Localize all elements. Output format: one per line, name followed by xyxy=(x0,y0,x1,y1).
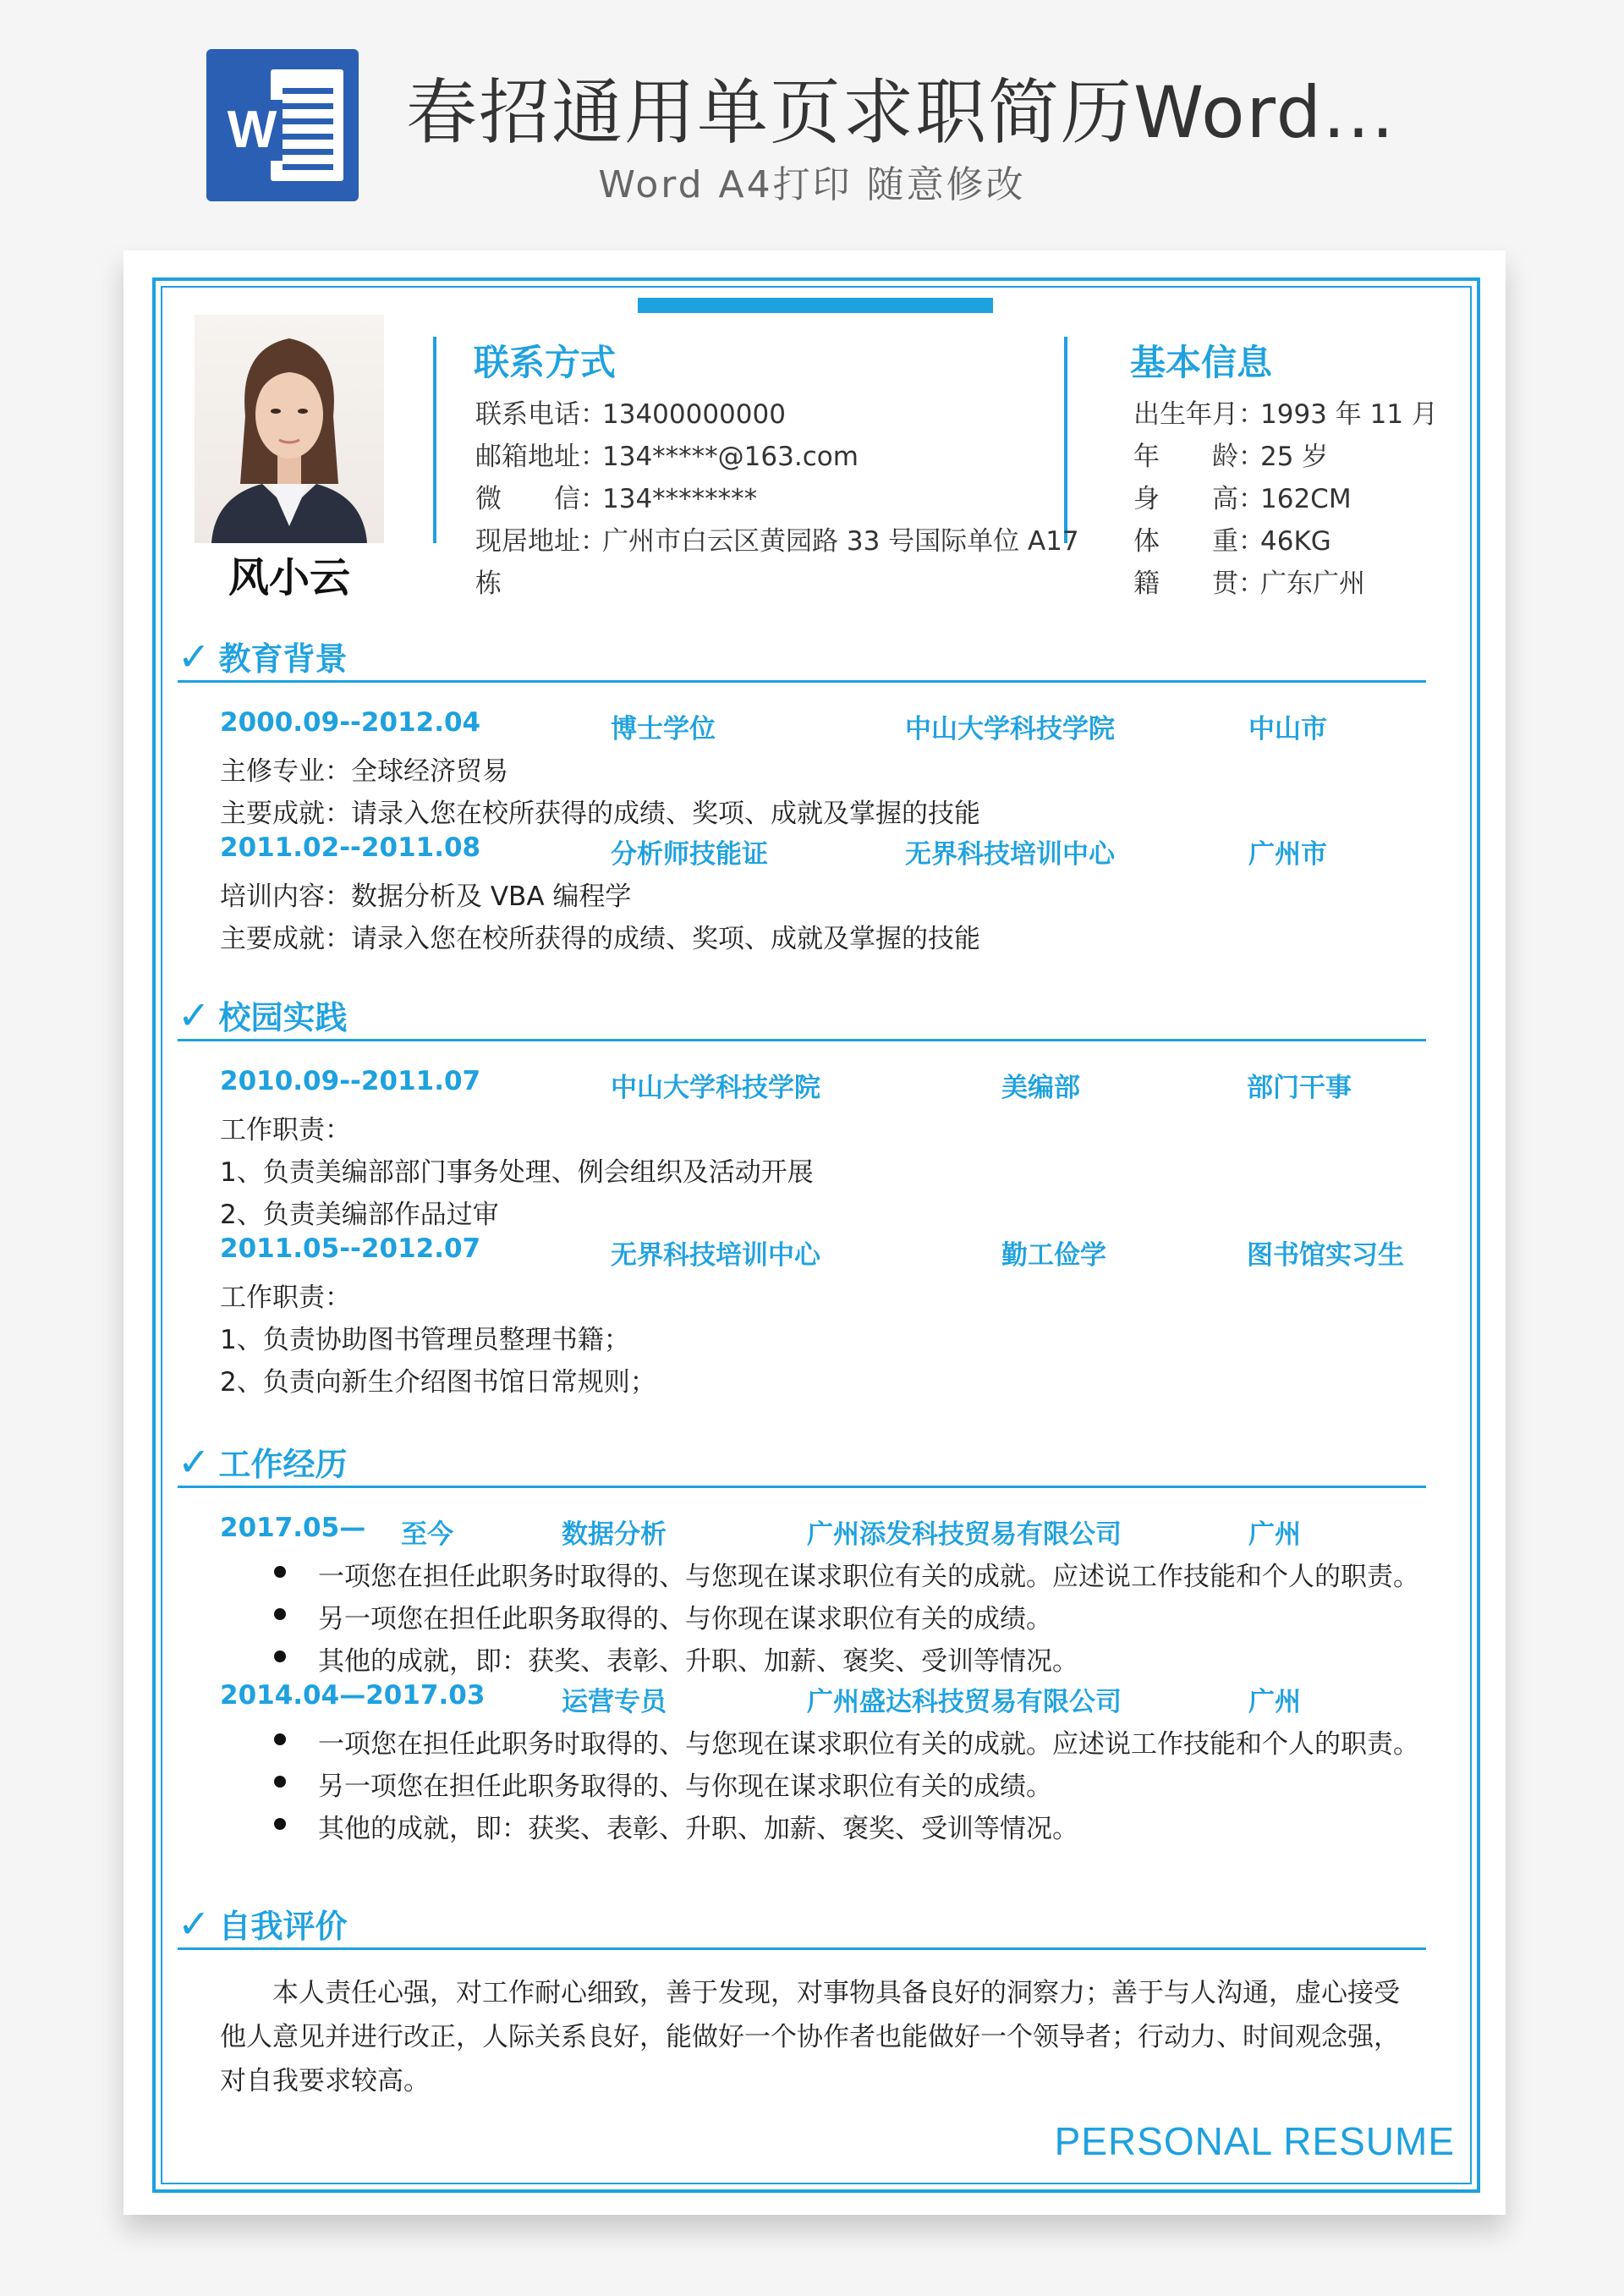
check-icon: ✓ xyxy=(178,992,211,1038)
campus-1-duty-1: 1、负责美编部部门事务处理、例会组织及活动开展 xyxy=(220,1157,814,1188)
work-1-city: 广州 xyxy=(1248,1519,1301,1550)
campus-2-org: 无界科技培训中心 xyxy=(611,1240,820,1271)
check-icon: ✓ xyxy=(178,1439,211,1485)
work-1-position: 数据分析 xyxy=(562,1519,667,1550)
edu-2-achieve: 主要成就：请录入您在校所获得的成绩、奖项、成就及掌握的技能 xyxy=(220,924,980,954)
edu-1-school: 中山大学科技学院 xyxy=(905,714,1115,744)
self-title: ✓ 自我评价 xyxy=(178,1901,348,1947)
work-1-bullet-2: 另一项您在担任此职务取得的、与你现在谋求职位有关的成绩。 xyxy=(318,1597,1052,1635)
edu-2-city: 广州市 xyxy=(1248,839,1327,870)
profile-photo xyxy=(195,315,384,543)
edu-1-date: 2000.09--2012.04 xyxy=(220,707,481,738)
contact-address: 现居地址：广州市白云区黄园路 33 号国际单位 A17 xyxy=(475,526,1079,557)
campus-2-date: 2011.05--2012.07 xyxy=(220,1233,481,1264)
contact-address-cont: 栋 xyxy=(475,569,502,599)
work-1-bullet-3: 其他的成就，即：获奖、表彰、升职、加薪、褒奖、受训等情况。 xyxy=(318,1640,1078,1678)
edu-1-major: 主修专业：全球经济贸易 xyxy=(220,756,508,787)
self-line xyxy=(178,1947,1426,1950)
education-line xyxy=(178,680,1426,683)
template-title: 春招通用单页求职简历Word... xyxy=(406,71,1396,154)
work-2-company: 广州盛达科技贸易有限公司 xyxy=(807,1687,1122,1717)
campus-2-dept: 勤工俭学 xyxy=(1001,1240,1106,1271)
check-icon: ✓ xyxy=(178,1901,211,1947)
edu-2-date: 2011.02--2011.08 xyxy=(220,832,481,863)
basic-native: 籍 贯：广东广州 xyxy=(1133,569,1365,599)
campus-2-duty-1: 1、负责协助图书管理员整理书籍； xyxy=(220,1325,630,1355)
campus-2-duty-2: 2、负责向新生介绍图书馆日常规则； xyxy=(220,1367,656,1398)
basic-weight: 体 重：46KG xyxy=(1133,526,1331,557)
edu-1-degree: 博士学位 xyxy=(611,714,716,744)
template-subtitle: Word A4打印 随意修改 xyxy=(598,163,1026,206)
basic-height: 身 高：162CM xyxy=(1133,484,1352,514)
campus-title: ✓ 校园实践 xyxy=(178,992,348,1038)
edu-2-school: 无界科技培训中心 xyxy=(905,839,1115,870)
work-2-city: 广州 xyxy=(1248,1687,1301,1717)
campus-2-duty-label: 工作职责： xyxy=(220,1283,351,1313)
basic-info-title: 基本信息 xyxy=(1130,342,1273,383)
campus-1-role: 部门干事 xyxy=(1247,1073,1352,1103)
edu-1-city: 中山市 xyxy=(1248,714,1327,744)
work-2-date: 2014.04—2017.03 xyxy=(220,1680,486,1711)
personal-resume-label: PERSONAL RESUME xyxy=(1054,2119,1455,2163)
page-header xyxy=(0,0,1624,228)
work-2-bullet-2: 另一项您在担任此职务取得的、与你现在谋求职位有关的成绩。 xyxy=(318,1765,1052,1803)
check-icon: ✓ xyxy=(178,634,211,679)
top-accent-bar xyxy=(638,298,993,313)
work-1-date: 2017.05— xyxy=(220,1513,366,1543)
campus-2-role: 图书馆实习生 xyxy=(1247,1240,1404,1271)
work-2-bullet-1: 一项您在担任此职务时取得的、与您现在谋求职位有关的成就。应述说工作技能和个人的职责。 xyxy=(318,1722,1419,1760)
work-2-bullet-3: 其他的成就，即：获奖、表彰、升职、加薪、褒奖、受训等情况。 xyxy=(318,1807,1078,1845)
campus-1-duty-2: 2、负责美编部作品过审 xyxy=(220,1200,499,1230)
campus-1-dept: 美编部 xyxy=(1001,1073,1080,1103)
divider-left xyxy=(433,337,436,543)
edu-2-degree: 分析师技能证 xyxy=(611,839,768,870)
basic-birth: 出生年月：1993 年 11 月 xyxy=(1133,399,1438,430)
work-title: ✓ 工作经历 xyxy=(178,1439,348,1485)
contact-phone: 联系电话：13400000000 xyxy=(475,399,786,430)
work-1-bullet-1: 一项您在担任此职务时取得的、与您现在谋求职位有关的成就。应述说工作技能和个人的职责。 xyxy=(318,1555,1419,1593)
basic-age: 年 龄：25 岁 xyxy=(1133,442,1329,472)
campus-1-date: 2010.09--2011.07 xyxy=(220,1066,481,1096)
edu-1-achieve: 主要成就：请录入您在校所获得的成绩、奖项、成就及掌握的技能 xyxy=(220,799,980,829)
contact-email: 邮箱地址：134*****@163.com xyxy=(475,442,859,472)
word-letter: W xyxy=(222,100,283,161)
resume-page xyxy=(123,250,1506,2215)
work-1-to: 至今 xyxy=(401,1519,453,1550)
work-1-company: 广州添发科技贸易有限公司 xyxy=(807,1519,1122,1550)
contact-title: 联系方式 xyxy=(474,342,617,383)
work-2-position: 运营专员 xyxy=(562,1687,667,1717)
campus-1-duty-label: 工作职责： xyxy=(220,1115,351,1145)
contact-wechat: 微 信：134******** xyxy=(475,484,758,514)
edu-2-content: 培训内容：数据分析及 VBA 编程学 xyxy=(220,882,632,912)
divider-right xyxy=(1064,337,1067,543)
campus-1-org: 中山大学科技学院 xyxy=(611,1073,820,1103)
campus-line xyxy=(178,1039,1426,1041)
candidate-name: 风小云 xyxy=(228,554,350,601)
work-line xyxy=(178,1486,1426,1488)
education-title: ✓ 教育背景 xyxy=(178,634,348,679)
self-evaluation-text: 本人责任心强，对工作耐心细致，善于发现，对事物具备良好的洞察力；善于与人沟通，虚心接受他人意见并进行改正，人际关系良好，能做好一个协作者也能做好一个领导者；行动力、时间观念强，对自我要求较高。 xyxy=(220,1978,1400,2096)
